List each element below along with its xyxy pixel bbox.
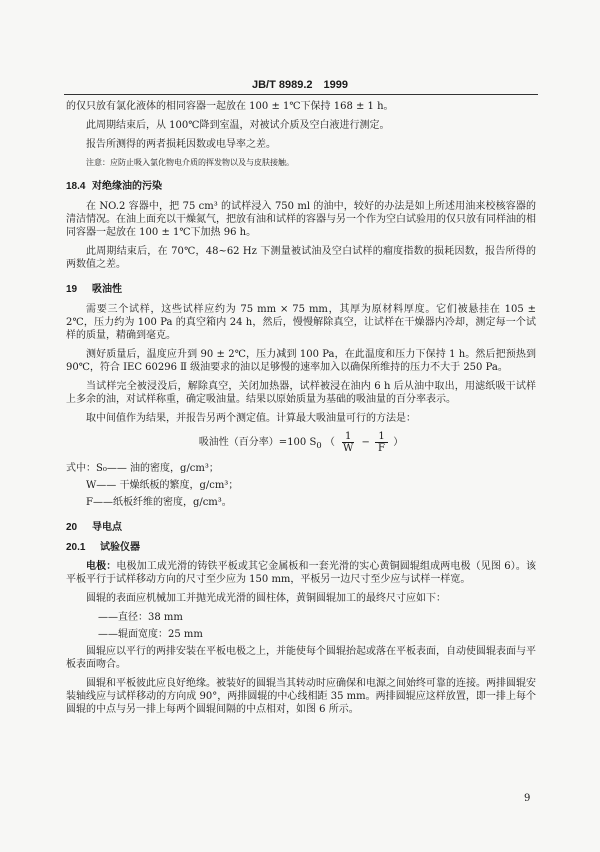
section-number: 19 [66,284,78,295]
paragraph: 圆辊的表面应机械加工并抛光成光滑的圆柱体，黄铜圆辊加工的最终尺寸应如下： [86,593,446,604]
paragraph: 在 NO.2 容器中，把 75 cm³ 的试样浸入 750 ml 的油中，较好的办法是如上所述用油来校核容器的清洁情况。在油上面充以干燥氮气，把放有油和试样的容器与另一个作为空白试验用的仅只放有同样油的相同容器一起放在 100 ± 1℃下加热 96 h。 [66,201,536,238]
formula-close-paren: ） [393,437,404,448]
paragraph: 报告所测得的两者损耗因数或电导率之差。 [86,139,276,150]
variable-text: S₀—— 油的密度，g/cm³； [96,463,219,474]
list-item-roller-width: ——辊面宽度：25 mm [98,629,203,640]
section-heading-20 [66,521,536,534]
fraction-denominator: W [343,443,354,454]
fraction-denominator: F [378,443,385,454]
list-item-diameter: ——直径：38 mm [98,612,183,623]
fraction-numerator: 1 [342,431,354,443]
paragraph-electrode [66,560,536,586]
section-heading-19 [66,283,536,296]
section-heading-18-4 [66,180,536,193]
page-number: 9 [524,793,531,804]
paragraph-continued: 的仅只放有氯化液体的相同容器一起放在 100 ± 1℃下保持 168 ± 1 h。 [66,101,394,112]
formula-minus: − [361,437,370,448]
section-title: 吸油性 [92,284,122,295]
paragraph: 圆辊和平板彼此应良好绝缘。被装好的圆辊当其转动时应确保和电源之间始终可靠的连接。两排圆辊安装轴线应与试样移动的方向成 90°，两排圆辊的中心线相距 35 mm。两排圆辊应这样放置，即一排上每个圆辊的中点与另一排上每两个圆辊间隔的中点相对，如图 6 所示。 [66,678,536,715]
formula-subscript: 0 [316,440,322,450]
paragraph: 取中间值作为结果，并报告另两个测定值。计算最大吸油量可行的方法是： [86,413,416,424]
variable-prefix: 式中： [66,463,96,474]
formula-lhs: 吸油性（百分率）=100 S [198,437,317,448]
paragraph-text: 电极加工成光滑的铸铁平板或其它金属板和一套光滑的实心黄铜圆辊组成两电极（见图 6）。该平板平行于试样移动方向的尺寸至少应为 150 mm，平板另一边尺寸至少应与试样一样宽。 [66,561,537,585]
section-number: 20 [66,522,78,533]
page-content [66,100,536,722]
paragraph: 测好质量后，温度应升到 90 ± 2℃，压力减到 100 Pa，在此温度和压力下保持 1 h。然后把预热到 90℃，符合 IEC 60296 Ⅱ 级油要求的油以足够慢的速率加入以确保所维持的压力不大于 250 Pa。 [66,349,536,373]
section-title: 试验仪器 [100,542,140,553]
section-number: 18.4 [66,181,86,192]
section-title: 对绝缘油的污染 [92,181,162,192]
variable-definition-f: F——纸板纤维的密度，g/cm³。 [86,497,232,508]
fraction-1-over-f [375,431,388,454]
page-header: JB/T 8989.2 1999 [251,79,348,91]
fraction-1-over-w [340,431,356,454]
section-title: 导电点 [92,522,122,533]
oil-absorption-formula [66,431,536,454]
paragraph: 此周期结束后，在 70℃，48~62 Hz 下测量被试油及空白试样的瘤度指数的损耗因数，报告所得的两数值之差。 [66,246,536,270]
paragraph: 此周期结束后，从 100℃降到室温，对被试介质及空白液进行测定。 [86,120,390,131]
formula-open-paren: （ [324,437,335,448]
paragraph: 需要三个试样，这些试样应约为 75 mm × 75 mm，其厚为原材料厚度。它们被悬挂在 105 ± 2℃，压力约为 100 Pa 的真空箱内 24 h，然后，慢慢解除真空，让试样在干燥器内冷却，测定每一个试样的质量，精确到毫克。 [66,304,536,341]
paragraph: 圆辊应以平行的两排安装在平板电极之上，并能使每个圆辊抬起或落在平板表面，自动使圆辊表面与平板表面吻合。 [66,646,536,670]
section-number: 20.1 [66,542,86,553]
note: 注意：应防止吸入氯化物电介质的挥发物以及与皮肤接触。 [86,158,294,167]
fraction-numerator: 1 [375,431,387,443]
paragraph-label: 电极： [86,561,117,572]
variable-definition-s0 [66,462,536,475]
section-heading-20-1 [66,541,536,554]
header-rule [64,94,538,95]
paragraph: 当试样完全被浸没后，解除真空，关闭加热器，试样被浸在油内 6 h 后从油中取出，用滤纸吸干试样上多余的油，对试样称重，确定吸油量。结果以原始质量为基础的吸油量的百分率表示。 [66,381,536,405]
variable-definition-w: W—— 干燥纸板的繁度，g/cm³； [86,480,239,491]
